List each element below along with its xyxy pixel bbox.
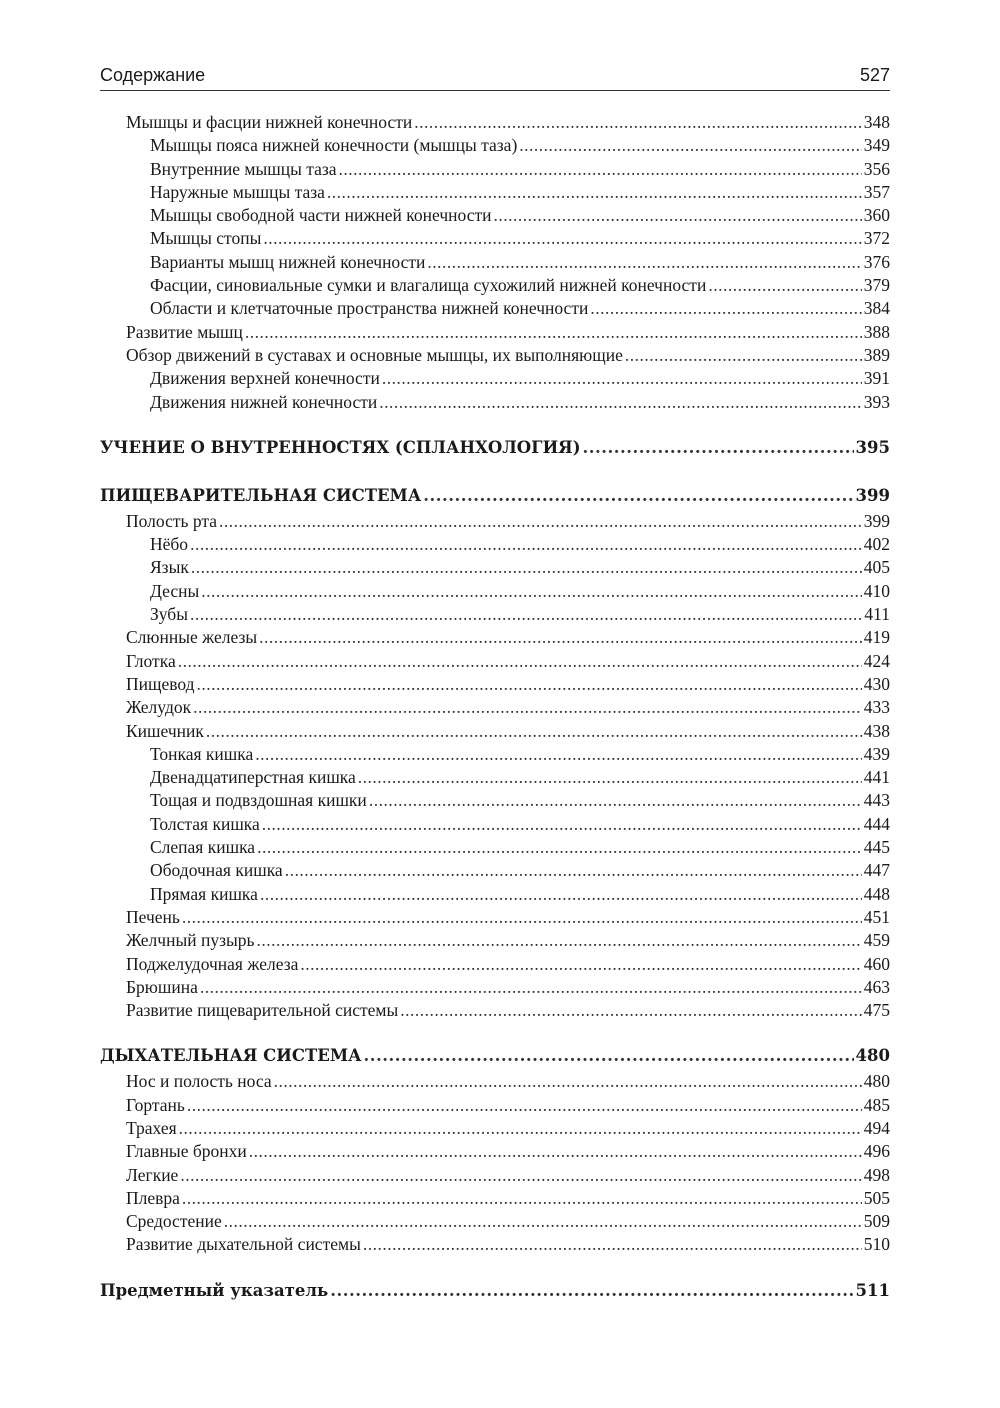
toc-entry[interactable] — [100, 953, 890, 976]
toc-part-heading[interactable] — [100, 481, 890, 510]
toc-entry[interactable] — [100, 251, 890, 274]
toc-entry[interactable] — [100, 999, 890, 1022]
toc-entry-page: 384 — [863, 298, 890, 319]
toc-entry[interactable] — [100, 1233, 890, 1256]
toc-entry[interactable] — [100, 1187, 890, 1210]
dot-leader — [427, 251, 861, 274]
dot-leader — [414, 111, 861, 134]
dot-leader — [369, 789, 862, 812]
toc-entry-title: УЧЕНИЕ О ВНУТРЕННОСТЯХ (СПЛАНХОЛОГИЯ) — [100, 437, 581, 457]
toc-entry-title: Развитие мышц — [126, 321, 243, 342]
toc-entry-page: 356 — [863, 158, 890, 179]
dot-leader — [180, 1164, 861, 1187]
toc-entry-title: Десны — [150, 580, 200, 601]
toc-entry[interactable] — [100, 556, 890, 579]
dot-leader — [358, 766, 862, 789]
toc-entry[interactable] — [100, 906, 890, 929]
toc-entry[interactable] — [100, 929, 890, 952]
toc-entry-page: 459 — [863, 930, 890, 951]
toc-entry-page: 424 — [863, 650, 890, 671]
toc-entry-title: Развитие пищеварительной системы — [126, 1000, 399, 1021]
toc-entry-title: Обзор движений в суставах и основные мышцы, их выполняющие — [126, 344, 623, 365]
toc-entry[interactable] — [100, 1164, 890, 1187]
toc-entry-page: 447 — [863, 860, 890, 881]
dot-leader — [256, 929, 861, 952]
toc-entry-title: Плевра — [126, 1187, 180, 1208]
dot-leader — [330, 1276, 853, 1305]
dot-leader — [191, 556, 862, 579]
toc-entry-title: Мышцы свободной части нижней конечности — [150, 205, 492, 226]
dot-leader — [187, 1094, 862, 1117]
toc-entry[interactable] — [100, 204, 890, 227]
toc-entry-page: 379 — [863, 275, 890, 296]
toc-entry-page: 509 — [863, 1211, 890, 1232]
section-title: Содержание — [100, 65, 206, 85]
dot-leader — [300, 953, 861, 976]
toc-entry[interactable] — [100, 367, 890, 390]
toc-entry-page: 372 — [863, 228, 890, 249]
toc-entry[interactable] — [100, 1210, 890, 1233]
toc-part-heading[interactable] — [100, 433, 890, 462]
toc-entry-page: 444 — [863, 813, 890, 834]
toc-entry-page: 485 — [863, 1094, 890, 1115]
dot-leader — [285, 859, 862, 882]
toc-entry[interactable] — [100, 696, 890, 719]
toc-entry[interactable] — [100, 321, 890, 344]
toc-entry-page: 360 — [863, 205, 890, 226]
toc-entry-page: 376 — [863, 251, 890, 272]
toc-entry-page: 451 — [863, 906, 890, 927]
dot-leader — [182, 906, 862, 929]
section-spacer — [100, 1257, 890, 1276]
toc-entry[interactable] — [100, 344, 890, 367]
toc-entry[interactable] — [100, 111, 890, 134]
dot-leader — [339, 158, 862, 181]
toc-entry-title: Трахея — [126, 1117, 177, 1138]
toc-entry-title: ДЫХАТЕЛЬНАЯ СИСТЕМА — [100, 1046, 362, 1066]
toc-entry-page: 391 — [863, 368, 890, 389]
toc-entry[interactable] — [100, 1140, 890, 1163]
dot-leader — [379, 391, 862, 414]
dot-leader — [519, 134, 861, 157]
dot-leader — [400, 999, 862, 1022]
toc-entry-title: Предметный указатель — [100, 1280, 329, 1300]
toc-entry-page: 438 — [863, 720, 890, 741]
toc-entry-title: Движения нижней конечности — [150, 391, 378, 412]
dot-leader — [583, 433, 854, 462]
toc-entry[interactable] — [100, 813, 890, 836]
toc-entry[interactable] — [100, 580, 890, 603]
toc-entry[interactable] — [100, 227, 890, 250]
toc-entry-title: Нос и полость носа — [126, 1071, 272, 1092]
toc-entry[interactable] — [100, 158, 890, 181]
dot-leader — [259, 626, 862, 649]
section-spacer — [100, 462, 890, 481]
toc-entry-title: Язык — [150, 557, 189, 578]
toc-entry[interactable] — [100, 1070, 890, 1093]
toc-entry-page: 498 — [863, 1164, 890, 1185]
toc-entry[interactable] — [100, 883, 890, 906]
toc-entry-title: Слепая кишка — [150, 837, 256, 858]
toc-entry-title: Желчный пузырь — [126, 930, 255, 951]
page — [100, 60, 890, 1305]
toc-entry-title: Толстая кишка — [150, 813, 260, 834]
toc-part-heading[interactable] — [100, 1041, 890, 1070]
toc-entry-title: Главные бронхи — [126, 1141, 247, 1162]
toc-entry-page: 475 — [863, 1000, 890, 1021]
toc-entry-page: 460 — [863, 953, 890, 974]
dot-leader — [245, 321, 862, 344]
toc-entry[interactable] — [100, 510, 890, 533]
toc-entry[interactable] — [100, 626, 890, 649]
toc-entry-title: Варианты мышц нижней конечности — [150, 251, 426, 272]
toc-entry-page: 419 — [863, 627, 890, 648]
toc-entry[interactable] — [100, 181, 890, 204]
dot-leader — [260, 883, 862, 906]
toc-entry-title: Наружные мышцы таза — [150, 181, 325, 202]
dot-leader — [190, 603, 862, 626]
dot-leader — [190, 533, 862, 556]
dot-leader — [179, 1117, 862, 1140]
toc-entry-page: 349 — [863, 135, 890, 156]
toc-entry-page: 399 — [855, 485, 890, 505]
toc-entry-page: 393 — [863, 391, 890, 412]
toc-entry-title: Легкие — [126, 1164, 179, 1185]
toc-entry[interactable] — [100, 603, 890, 626]
toc-entry[interactable] — [100, 297, 890, 320]
toc-entry-title: Поджелудочная железа — [126, 953, 299, 974]
toc-entry-page: 348 — [863, 112, 890, 132]
dot-leader — [201, 580, 862, 603]
toc-entry-page: 496 — [863, 1141, 890, 1162]
dot-leader — [224, 1210, 862, 1233]
toc-entry-title: ПИЩЕВАРИТЕЛЬНАЯ СИСТЕМА — [100, 485, 422, 505]
dot-leader — [262, 813, 862, 836]
toc-entry-page: 505 — [863, 1187, 890, 1208]
toc-entry-page: 433 — [863, 697, 890, 718]
toc-entry[interactable] — [100, 743, 890, 766]
table-of-contents — [100, 111, 890, 1305]
toc-entry-page: 411 — [864, 604, 890, 625]
toc-entry-title: Тощая и подвздошная кишки — [150, 790, 367, 811]
dot-leader — [708, 274, 861, 297]
toc-entry[interactable] — [100, 720, 890, 743]
section-spacer — [100, 1022, 890, 1041]
toc-entry-page: 357 — [863, 181, 890, 202]
dot-leader — [182, 1187, 862, 1210]
dot-leader — [255, 743, 861, 766]
toc-entry[interactable] — [100, 836, 890, 859]
toc-entry-page: 405 — [863, 557, 890, 578]
dot-leader — [327, 181, 862, 204]
toc-entry[interactable] — [100, 533, 890, 556]
toc-entry-page: 511 — [855, 1280, 890, 1300]
toc-entry-page: 443 — [863, 790, 890, 811]
toc-entry-page: 510 — [863, 1234, 890, 1255]
toc-entry-page: 410 — [863, 580, 890, 601]
toc-entry[interactable] — [100, 789, 890, 812]
toc-entry-page: 463 — [863, 976, 890, 997]
dot-leader — [590, 297, 861, 320]
dot-leader — [249, 1140, 862, 1163]
toc-entry-title: Мышцы пояса нижней конечности (мышцы таза) — [150, 135, 518, 156]
toc-entry-title: Области и клетчаточные пространства нижней конечности — [150, 298, 589, 319]
toc-entry-page: 445 — [863, 837, 890, 858]
dot-leader — [625, 344, 862, 367]
dot-leader — [274, 1070, 862, 1093]
dot-leader — [493, 204, 861, 227]
toc-entry-title: Тонкая кишка — [150, 743, 254, 764]
toc-entry-title: Желудок — [126, 697, 192, 718]
toc-entry-title: Фасции, синовиальные сумки и влагалища сухожилий нижней конечности — [150, 275, 707, 296]
toc-entry-page: 480 — [863, 1071, 890, 1092]
toc-entry-title: Глотка — [126, 650, 176, 671]
toc-entry-title: Прямая кишка — [150, 883, 258, 904]
dot-leader — [197, 673, 862, 696]
toc-entry[interactable] — [100, 673, 890, 696]
running-header — [100, 60, 890, 91]
toc-entry-title: Кишечник — [126, 720, 204, 741]
toc-entry[interactable] — [100, 1094, 890, 1117]
toc-entry-title: Мышцы и фасции нижней конечности — [126, 112, 413, 132]
toc-entry-page: 399 — [863, 510, 890, 531]
toc-entry-page: 480 — [855, 1046, 890, 1066]
toc-entry-title: Нёбо — [150, 534, 189, 555]
toc-entry[interactable] — [100, 1117, 890, 1140]
toc-entry-page: 494 — [863, 1117, 890, 1138]
toc-entry-page: 441 — [863, 767, 890, 788]
dot-leader — [200, 976, 862, 999]
toc-entry-page: 402 — [863, 534, 890, 555]
toc-entry-page: 388 — [863, 321, 890, 342]
dot-leader — [193, 696, 862, 719]
toc-entry-title: Полость рта — [126, 510, 217, 531]
toc-part-heading[interactable] — [100, 1276, 890, 1305]
page-number: 527 — [859, 65, 890, 85]
dot-leader — [257, 836, 862, 859]
dot-leader — [364, 1041, 854, 1070]
toc-entry-page: 430 — [863, 673, 890, 694]
toc-entry[interactable] — [100, 274, 890, 297]
toc-entry-page: 448 — [863, 883, 890, 904]
dot-leader — [219, 510, 862, 533]
toc-entry[interactable] — [100, 976, 890, 999]
toc-entry-title: Печень — [126, 906, 180, 927]
dot-leader — [363, 1233, 862, 1256]
dot-leader — [382, 367, 862, 390]
dot-leader — [178, 650, 862, 673]
toc-entry-title: Ободочная кишка — [150, 860, 283, 881]
toc-entry-title: Брюшина — [126, 976, 198, 997]
toc-entry-title: Двенадцатиперстная кишка — [150, 767, 356, 788]
dot-leader — [423, 481, 853, 510]
toc-entry-page: 439 — [863, 743, 890, 764]
toc-entry-page: 395 — [855, 437, 890, 457]
toc-entry-title: Движения верхней конечности — [150, 368, 380, 389]
toc-entry-page: 389 — [863, 344, 890, 365]
toc-entry[interactable] — [100, 391, 890, 414]
toc-entry-title: Средостение — [126, 1211, 222, 1232]
toc-entry[interactable] — [100, 650, 890, 673]
toc-entry-title: Пищевод — [126, 673, 195, 694]
section-spacer — [100, 414, 890, 433]
toc-entry[interactable] — [100, 859, 890, 882]
toc-entry[interactable] — [100, 134, 890, 157]
toc-entry[interactable] — [100, 766, 890, 789]
toc-entry-title: Мышцы стопы — [150, 228, 262, 249]
toc-entry-title: Зубы — [150, 604, 188, 625]
toc-entry-title: Гортань — [126, 1094, 185, 1115]
dot-leader — [206, 720, 862, 743]
toc-entry-title: Слюнные железы — [126, 627, 258, 648]
toc-entry-title: Развитие дыхательной системы — [126, 1234, 361, 1255]
toc-entry-title: Внутренние мышцы таза — [150, 158, 337, 179]
dot-leader — [263, 227, 861, 250]
